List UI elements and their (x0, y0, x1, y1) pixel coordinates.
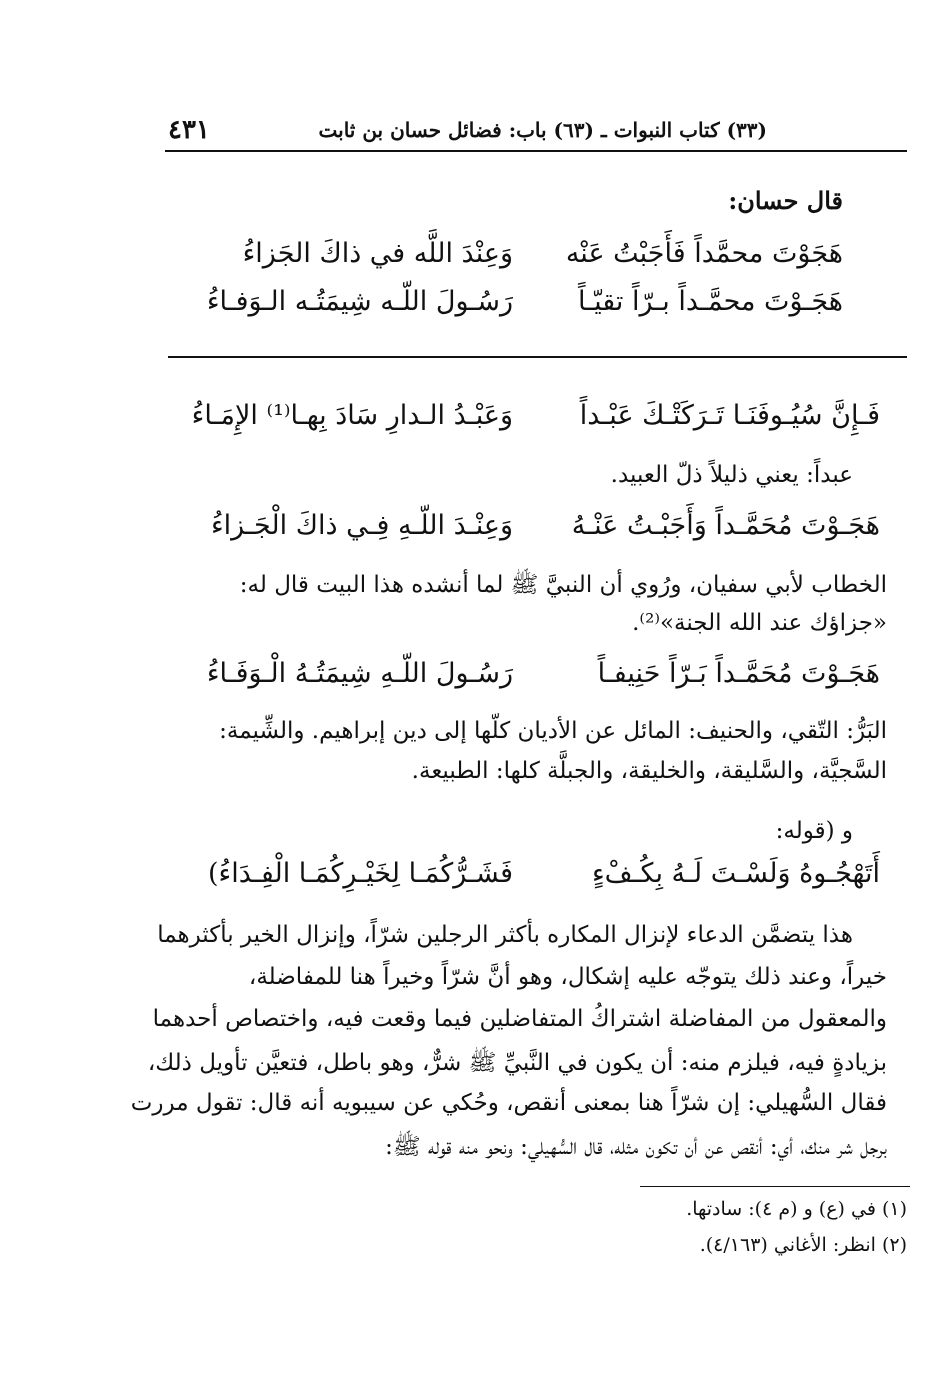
gloss-2-line-1: الخطاب لأبي سفيان، ورُوي أن النبيَّ ﷺ لما أنشده هذا البيت قال له: (239, 572, 887, 598)
commentary-verse-2-first: هَجَـوْتَ مُحَمَّـداً وَأَجَبْـتُ عَنْـهُ (571, 510, 880, 541)
footnote-1: (١) في (ع) و (م ٤): سادتها. (686, 1198, 907, 1220)
top-intro: قال حسان: (728, 186, 843, 215)
commentary-verse-3-first: هَجَـوْتَ مُحَمَّـداً بَـرّاً حَنِيفـاً (597, 658, 880, 689)
commentary-verse-3-second: رَسُـولَ اللّـهِ شِيمَتُـهُ الْـوَفَـاءُ (206, 658, 513, 689)
commentary-verse-2-second: وَعِنْـدَ اللّـهِ فِـي ذاكَ الْجَـزاءُ (210, 510, 513, 541)
paragraph-line-3: والمعقول من المفاضلة اشتراكُ المتفاضلين فيما وقعت فيه، واختصاص أحدهما (152, 1006, 887, 1032)
commentary-verse-1-first: فَـإِنَّ سُيُـوفَنَـا تَـرَكَتْـكَ عَبْـداً (579, 400, 880, 431)
paragraph-line-5: فقال السُّهيلي: إن شرّاً هنا بمعنى أنقص، وحُكي عن سيبويه أنه قال: تقول مررت (130, 1090, 887, 1116)
top-verse-1-second: وَعِنْدَ اللَّه في ذاكَ الجَزاءُ (242, 238, 513, 269)
footnote-divider (640, 1186, 910, 1187)
commentary-verse-4-second: فَشَـرُّكُمَـا لِخَيْـرِكُمَـا الْفِـدَاءُ) (208, 858, 513, 889)
top-verse-2-second: رَسُـولَ اللّـه شِيمَتُـه الـوَفـاءُ (206, 286, 513, 317)
paragraph-line-4: بزيادةٍ فيه، فيلزم منه: أن يكون في النَّبيِّ ﷺ شرٌّ، وهو باطل، فتعيَّن تأويل ذلك، (147, 1050, 887, 1076)
page-number: ٤٣١ (168, 115, 210, 145)
running-header: (٣٣) كتاب النبوات ـ (٦٣) باب: فضائل حسان بن ثابت (318, 118, 767, 142)
intro-4: و (قوله: (775, 818, 853, 844)
gloss-3-line-1: البَرُّ: التّقي، والحنيف: المائل عن الأديان كلّها إلى دين إبراهيم. والشِّيمة: (219, 718, 887, 744)
commentary-verse-4-first: أَتَهْجُـوهُ وَلَسْـتَ لَـهُ بِكُـفْءٍ (591, 858, 880, 889)
gloss-2-line-2: «جزاؤك عند الله الجنة»⁽²⁾. (632, 610, 887, 636)
top-verse-2-first: هَجَـوْتَ محمَّـداً بـرّاً تقيّـاً (577, 286, 843, 317)
gloss-3-line-2: السَّجيَّة، والسَّليقة، والخليقة، والجبلَّة كلها: الطبيعة. (411, 758, 887, 784)
header-divider (165, 150, 907, 152)
paragraph-line-6: برجل شر منك، أي: أنقص عن أن تكون مثله، قال السُّهيلي: ونحو منه قوله ﷺ: (385, 1134, 887, 1160)
paragraph-line-2: خيراً، وعند ذلك يتوجّه عليه إشكال، وهو أنَّ شرّاً وخيراً هنا للمفاضلة، (248, 964, 887, 990)
footnote-2: (٢) انظر: الأغاني (٤/١٦٣). (699, 1234, 907, 1256)
gloss-1: عبداً: يعني ذليلاً ذلّ العبيد. (610, 462, 853, 488)
top-verse-1-first: هَجَوْتَ محمَّداً فَأَجَبْتُ عَنْه (565, 238, 843, 269)
paragraph-line-1: هذا يتضمَّن الدعاء لإنزال المكاره بأكثر الرجلين شرّاً، وإنزال الخير بأكثرهما (157, 922, 853, 948)
section-divider (168, 356, 907, 358)
commentary-verse-1-second: وَعَبْـدُ الـدارِ سَادَ بِهـا⁽¹⁾ الإِمَـاءُ (191, 400, 513, 431)
